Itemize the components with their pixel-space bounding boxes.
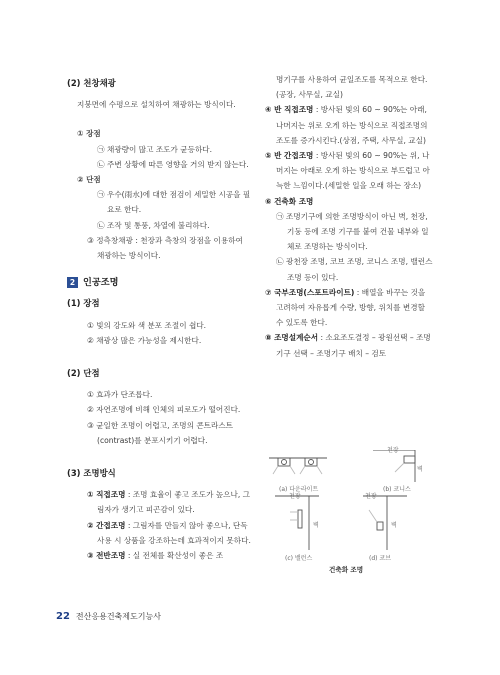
demerit-list-item: ① 효과가 단조롭다. [87,390,153,400]
merit-list-item: ② 채광상 많은 가능성을 제시한다. [87,335,202,345]
item-4: ④ 반 직접조명 : 방사된 빛의 60 ~ 90%는 아래, 나머지는 위로 오게 하는 방식으로 직접조명의 조도를 증가시킨다.(상점, 주택, 사무실, 교실) [265,105,428,145]
page-number: 22 [56,611,70,622]
architectural-lighting-figures [265,447,433,580]
wall-label: 벽 [417,466,423,473]
heading-side-light: (2) 천창채광 [67,78,116,88]
caption-d: (d) 코브 [369,555,391,562]
caption-a: (a) 다운라이트 [279,486,319,493]
item-3: ③ 정측창채광 : 천장과 측창의 장점을 이용하여 채광하는 방식이다. [87,235,243,261]
demerit-item: ㉠ 우수(雨水)에 대한 점검이 세밀한 시공을 필요로 한다. [97,190,251,215]
wall-label: 벽 [313,522,319,529]
demerit-list-item: ③ 균일한 조명이 어렵고, 조명의 콘트라스트(contrast)를 분포시키기 어렵다. [87,420,233,445]
merit-list-item: ① 빛의 강도와 색 분포 조절이 쉽다. [87,320,207,330]
ceiling-label: 천장 [387,447,399,454]
figure-caption: 건축화 조명 [329,566,364,574]
item-6-sub: ㉠ 조명기구에 의한 조명방식이 아닌 벽, 천장, 기둥 등에 조명 기구를 붙여 건물 내부와 일체로 조명하는 방식이다. [276,211,429,252]
section-title: 인공조명 [83,277,119,289]
heading-demerit: (2) 단점 [67,368,100,379]
item-6-sub: ㉡ 광천장 조명, 코브 조명, 코니스 조명, 밸런스 조명 등이 있다. [276,257,433,282]
item-7: ⑦ 국부조명(스포트라이트) : 배열을 바꾸는 것을 고려하여 자유롭게 수량, 방향, 위치를 변경할 수 있도록 한다. [265,287,426,328]
merit-item: ㉠ 채광량이 많고 조도가 균등하다. [97,144,213,154]
continued-text: 명기구를 사용하여 균일조도를 목적으로 한다.(공장, 사무실, 교실) [276,75,428,100]
right-column [265,72,433,361]
wall-label: 벽 [391,522,397,529]
heading-method: (3) 조명방식 [67,468,116,479]
demerit-label: ② 단점 [77,175,101,185]
left-column [67,72,251,563]
page-footer [56,611,161,622]
ceiling-label: 천장 [365,493,377,500]
section-number: 2 [67,277,78,288]
method-item: ① 직접조명 : 조명 효율이 좋고 조도가 높으나, 그림자가 생기고 피곤감이 있다. [87,490,250,515]
demerit-item: ㉡ 조작 및 통풍, 차열에 불리하다. [97,220,210,230]
section-heading [67,275,251,290]
caption-c: (c) 밸런스 [285,555,313,562]
method-item: ② 간접조명 : 그림자를 만들지 않아 좋으나, 단독 사용 시 상품을 강조하는데 효과적이지 못하다. [87,520,251,545]
item-5: ⑤ 반 간접조명 : 방사된 빛의 60 ~ 90%는 위, 나머지는 아래로 오게 하는 방식으로 부드럽고 아늑한 느낌이다.(세밀한 일을 오래 하는 장소) [265,151,430,191]
caption-b: (b) 코니스 [383,486,411,493]
demerit-list-item: ② 자연조명에 비해 인체의 피로도가 떨어진다. [87,405,241,415]
method-item: ③ 전반조명 : 실 전체를 확산성이 좋은 조 [87,551,224,561]
item-8: ⑧ 조명설계순서 : 소요조도결정 – 광원선택 – 조명기구 선택 – 조명기구 배치 – 검토 [265,333,431,358]
merit-item: ㉡ 주변 상황에 따른 영향을 거의 받지 않는다. [97,159,249,169]
heading-merit: (1) 장점 [67,298,100,309]
book-title: 전산응용건축제도기능사 [75,612,161,621]
item-6: ⑥ 건축화 조명 [265,196,314,206]
merit-label: ① 장점 [77,129,101,139]
side-light-text: 지붕면에 수평으로 설치하여 채광하는 방식이다. [77,100,236,110]
ceiling-label: 천장 [289,493,301,500]
